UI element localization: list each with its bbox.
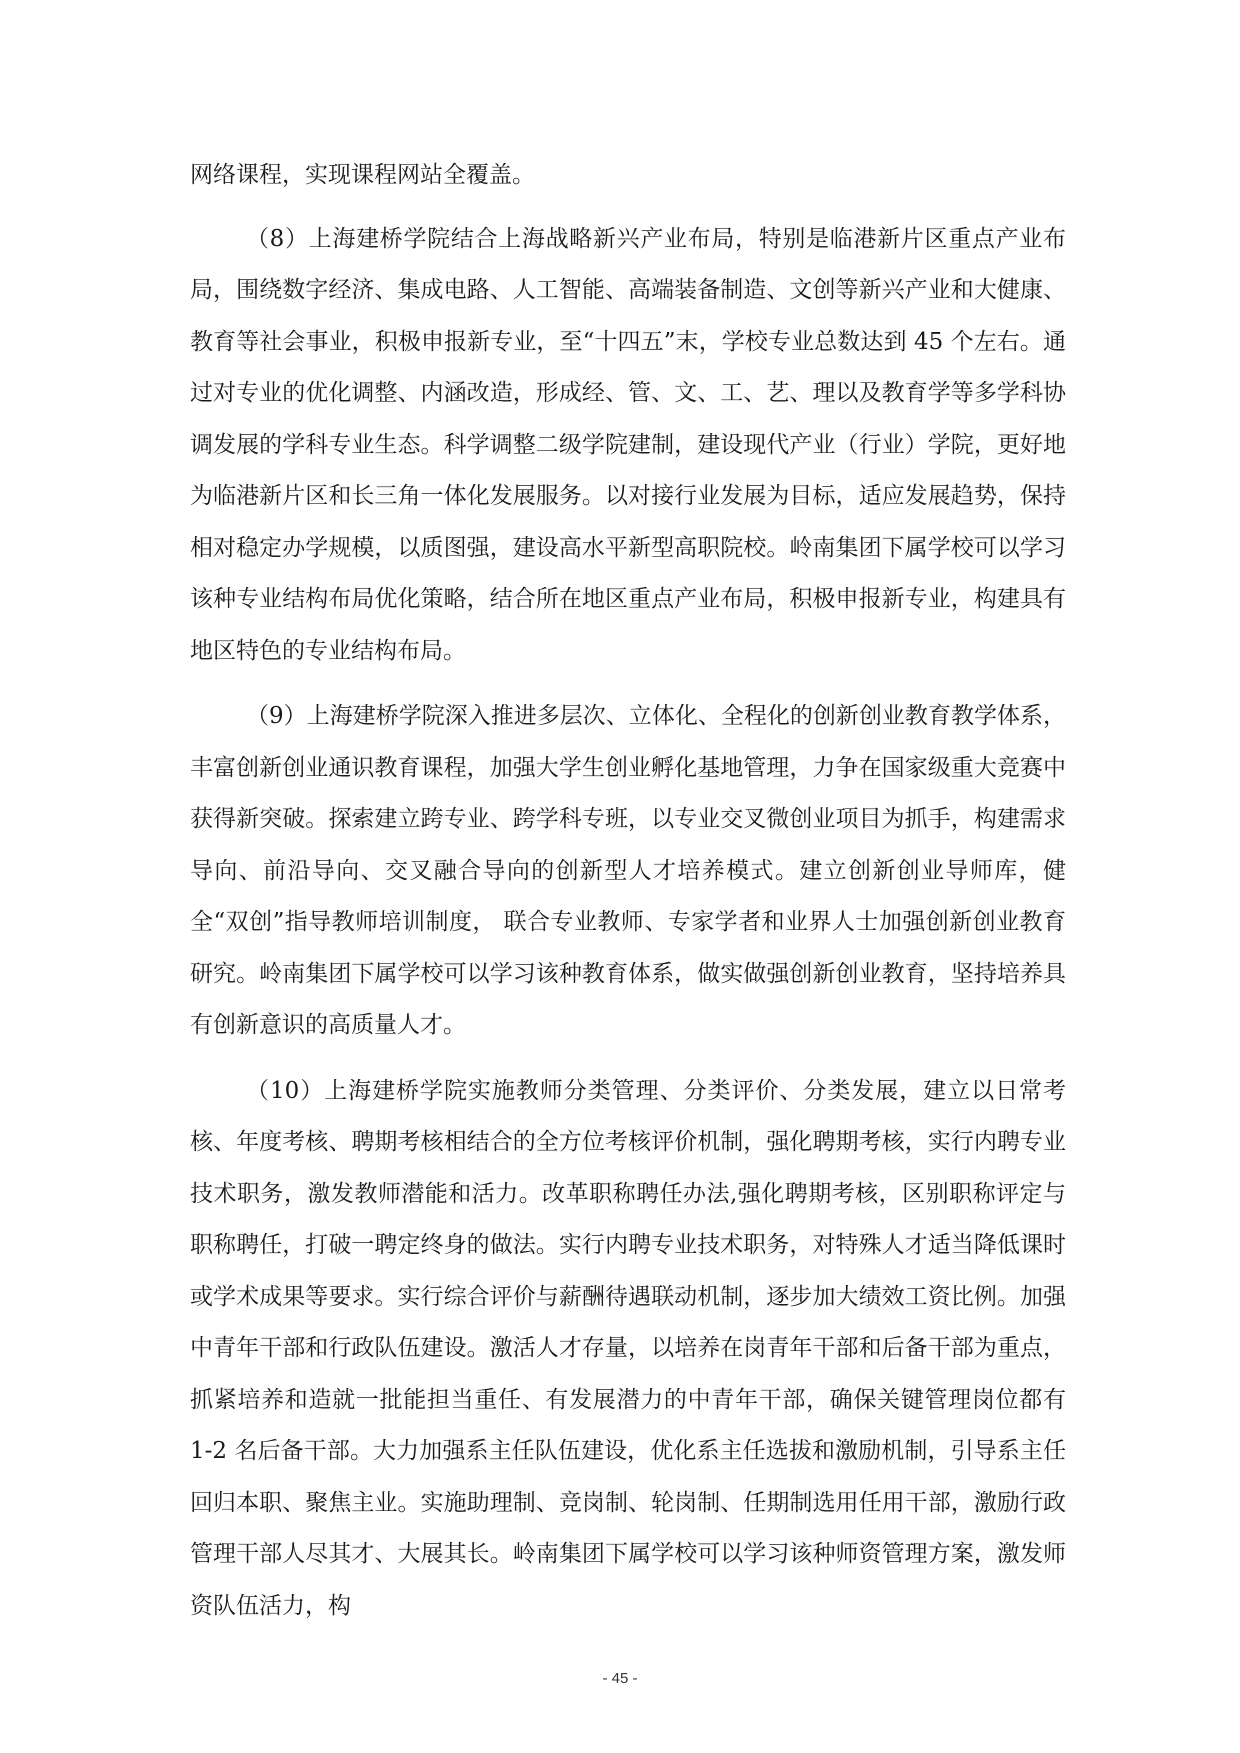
body-text [190,150,1066,1646]
paragraph-continuation: 网络课程，实现课程网站全覆盖。 [190,162,535,188]
page-number: - 45 - [602,1670,638,1687]
paragraph-10: （10）上海建桥学院实施教师分类管理、分类评价、分类发展，建立以日常考核、年度考核、聘期考核相结合的全方位考核评价机制，强化聘期考核，实行内聘专业技术职务，激发教师潜能和活力。改革职称聘任办法,强化聘期考核，区别职称评定与职称聘任，打破一聘定终身的做法。实行内聘专业技术职务，对特殊人才适当降低课时或学术成果等要求。实行综合评价与薪酬待遇联动机制，逐步加大绩效工资比例。加强中青年干部和行政队伍建设。激活人才存量，以培养在岗青年干部和后备干部为重点，抓紧培养和造就一批能担当重任、有发展潜力的中青年干部，确保关键管理岗位都有 1-2 名后备干部。大力加强系主任队伍建设，优化系主任选拔和激励机制，引导系主任回归本职、聚焦主业。实施助理制、竞岗制、轮岗制、任期制选用任用干部，激励行政管理干部人尽其才、大展其长。岭南集团下属学校可以学习该种师资管理方案，激发师资队伍活力，构 [190,1077,1066,1619]
paragraph-8: （8）上海建桥学院结合上海战略新兴产业布局，特别是临港新片区重点产业布局，围绕数字经济、集成电路、人工智能、高端装备制造、文创等新兴产业和大健康、教育等社会事业，积极申报新专业，至“十四五”末，学校专业总数达到 45 个左右。通过对专业的优化调整、内涵改造，形成经、管、文、工、艺、理以及教育学等多学科协调发展的学科专业生态。科学调整二级学院建制，建设现代产业（行业）学院，更好地为临港新片区和长三角一体化发展服务。以对接行业发展为目标，适应发展趋势，保持相对稳定办学规模，以质图强，建设高水平新型高职院校。岭南集团下属学校可以学习该种专业结构布局优化策略，结合所在地区重点产业布局，积极申报新专业，构建具有地区特色的专业结构布局。 [190,225,1066,664]
paragraph-9: （9）上海建桥学院深入推进多层次、立体化、全程化的创新创业教育教学体系，丰富创新创业通识教育课程，加强大学生创业孵化基地管理，力争在国家级重大竞赛中获得新突破。探索建立跨专业、跨学科专班，以专业交叉微创业项目为抓手，构建需求导向、前沿导向、交叉融合导向的创新型人才培养模式。建立创新创业导师库，健全“双创”指导教师培训制度， 联合专业教师、专家学者和业界人士加强创新创业教育研究。岭南集团下属学校可以学习该种教育体系，做实做强创新创业教育，坚持培养具有创新意识的高质量人才。 [190,703,1066,1038]
